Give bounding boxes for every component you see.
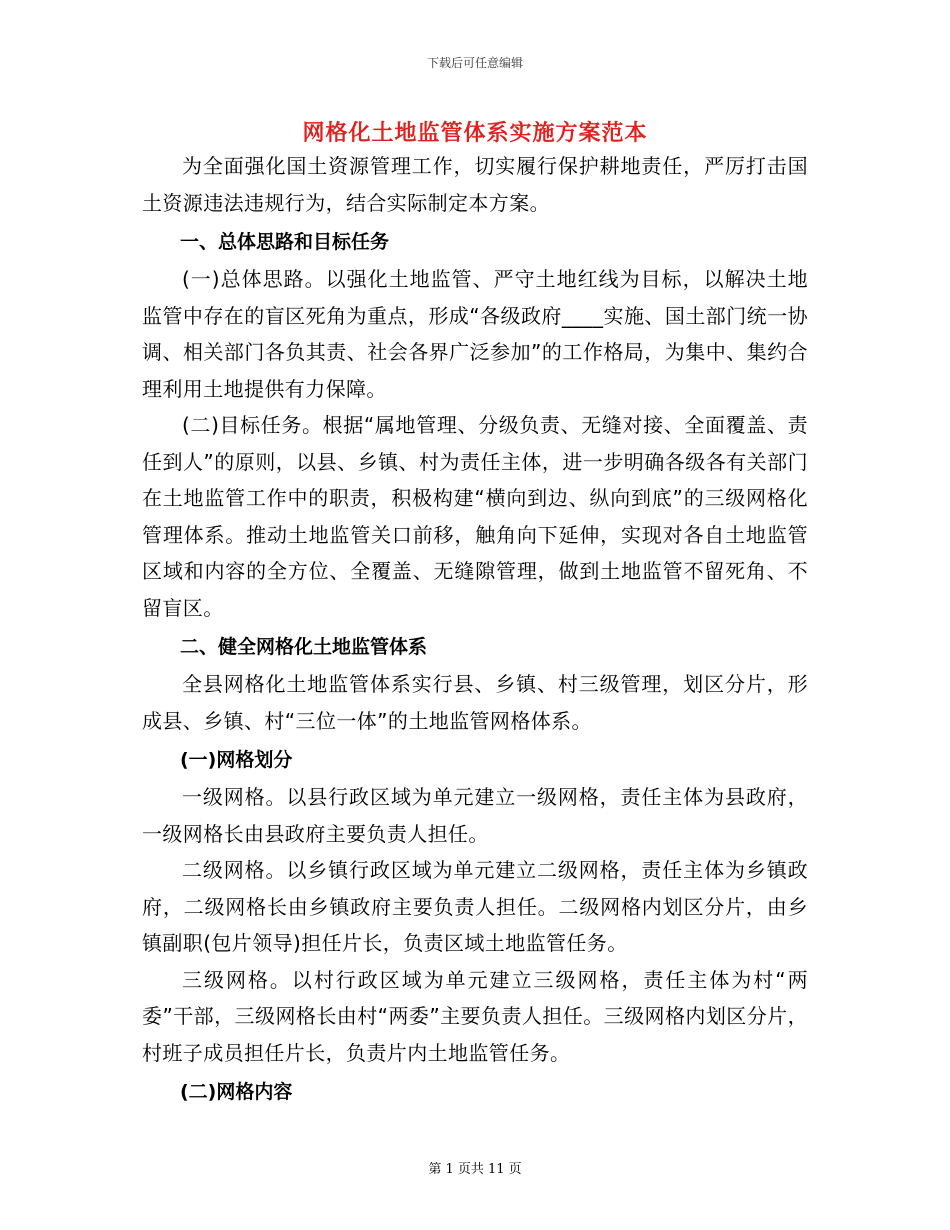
paragraph: 二级网格。以乡镇行政区域为单元建立二级网格，责任主体为乡镇政府，二级网格长由乡镇政府主要负责人担任。二级网格内划区分片，由乡镇副职(包片领导)担任片长，负责区域土地监管任务。 [142,858,808,955]
document-title: 网格化土地监管体系实施方案范本 [302,121,648,146]
paragraph: 全县网格化土地监管体系实行县、乡镇、村三级管理，划区分片，形成县、乡镇、村“三位一体”的土地监管网格体系。 [142,672,808,733]
section-heading: 二、健全网格化土地监管体系 [180,636,428,658]
page-number: 第 1 页共 11 页 [428,1162,522,1177]
section-heading: 一、总体思路和目标任务 [180,231,390,253]
paragraph: 一级网格。以县行政区域为单元建立一级网格，责任主体为县政府，一级网格长由县政府主要负责人担任。 [142,785,808,846]
paragraph: (一)总体思路。以强化土地监管、严守土地红线为目标，以解决土地监管中存在的盲区死角为重点，形成“各级政府____实施、国土部门统一协调、相关部门各负其责、社会各界广泛参加”的工作格局，为集中、集约合理利用土地提供有力保障。 [142,267,808,401]
document-body [142,148,808,1111]
subsection-heading: (二)网格内容 [180,1081,293,1103]
paragraph: 为全面强化国土资源管理工作，切实履行保护耕地责任，严厉打击国土资源违法违规行为，结合实际制定本方案。 [142,154,808,215]
header-note: 下载后可任意编辑 [426,56,523,70]
paragraph: 三级网格。以村行政区域为单元建立三级网格，责任主体为村“两委”干部，三级网格长由村“两委”主要负责人担任。三级网格内划区分片，村班子成员担任片长，负责片内土地监管任务。 [142,967,808,1065]
subsection-heading: (一)网格划分 [180,749,293,771]
paragraph: (二)目标任务。根据“属地管理、分级负责、无缝对接、全面覆盖、责任到人”的原则，以县、乡镇、村为责任主体，进一步明确各级各有关部门在土地监管工作中的职责，积极构建“横向到边、纵向到底”的三级网格化管理体系。推动土地监管关口前移，触角向下延伸，实现对各自土地监管区域和内容的全方位、全覆盖、无缝隙管理，做到土地监管不留死角、不留盲区。 [142,413,808,620]
